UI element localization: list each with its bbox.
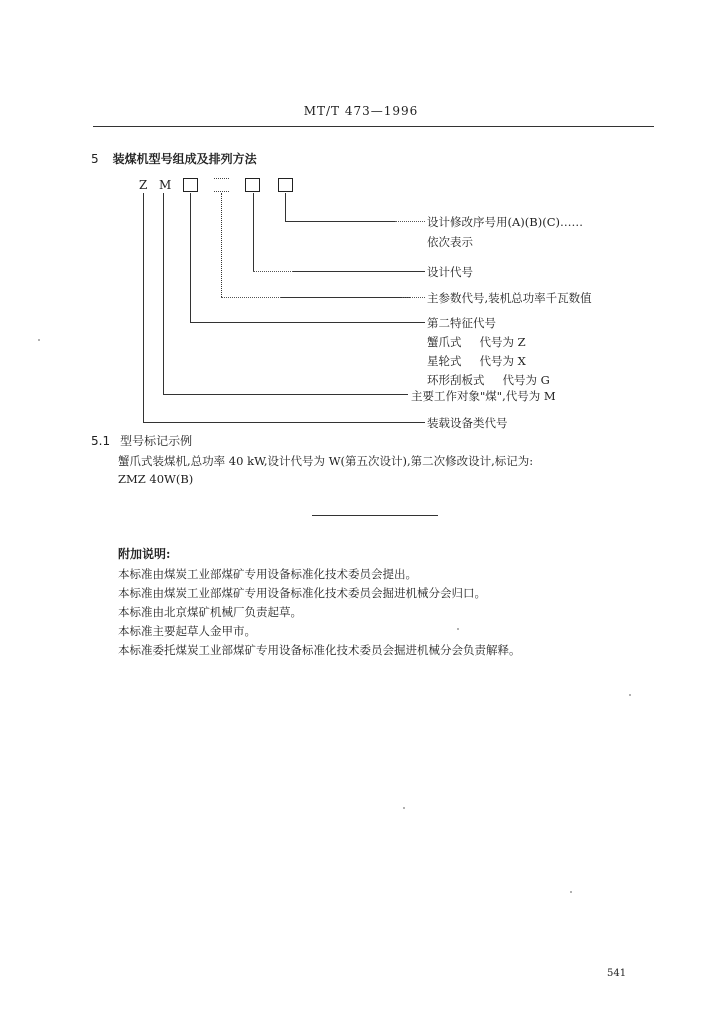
connector-category-v	[143, 193, 144, 422]
label-crab	[427, 334, 526, 350]
note-line-1: 本标准由煤炭工业部煤矿专用设备标准化技术委员会提出。	[118, 567, 417, 581]
note-line-3: 本标准由北京煤矿机械厂负责起草。	[118, 605, 302, 619]
section-5-1-text: 型号标记示例	[120, 434, 193, 448]
code-box-second-feature	[183, 178, 198, 192]
connector-feature-v	[190, 193, 191, 322]
label-design: 设计代号	[427, 265, 473, 279]
connector-design-v	[253, 193, 254, 271]
connector-param-h-dot	[221, 297, 281, 298]
page-number: 541	[607, 968, 627, 979]
page-header: MT/T 473—1996	[303, 104, 419, 118]
connector-object-h	[163, 394, 408, 395]
connector-param-h-dot2	[402, 297, 425, 298]
label-param: 主参数代号,装机总功率千瓦数值	[427, 291, 592, 305]
section-5-1-number: 5.1	[91, 434, 111, 448]
scan-speck	[570, 891, 572, 893]
connector-param-v	[221, 193, 222, 297]
example-code: ZMZ 40W(B)	[118, 472, 194, 486]
label-star-name: 星轮式	[427, 354, 462, 368]
connector-revision-h-dot	[395, 221, 425, 222]
section-5-title	[91, 150, 257, 167]
label-ring	[427, 372, 550, 388]
scan-speck	[403, 807, 405, 809]
connector-param-h	[281, 297, 411, 298]
label-crab-name: 蟹爪式	[427, 335, 462, 349]
end-rule	[312, 515, 438, 516]
connector-design-h	[293, 271, 425, 272]
scan-speck	[38, 339, 40, 341]
label-star-code: 代号为 X	[479, 354, 526, 368]
label-category: 装载设备类代号	[427, 416, 508, 430]
label-second-feature: 第二特征代号	[427, 316, 496, 330]
note-line-4: 本标准主要起草人金甲市。	[118, 624, 256, 638]
label-ring-code: 代号为 G	[502, 373, 550, 387]
example-text: 蟹爪式装煤机,总功率 40 kW,设计代号为 W(第五次设计),第二次修改设计,标记为:	[118, 454, 534, 468]
code-letter-z: Z	[139, 178, 148, 192]
label-crab-code: 代号为 Z	[479, 335, 526, 349]
scan-speck	[457, 628, 459, 630]
label-star	[427, 353, 526, 369]
connector-object-v	[163, 193, 164, 394]
label-revision-cont: 依次表示	[427, 235, 473, 249]
section-5-1-title	[91, 432, 192, 449]
label-revision: 设计修改序号用(A)(B)(C)……	[427, 215, 583, 229]
code-box-param	[214, 178, 229, 192]
section-5-number: 5	[91, 152, 99, 166]
note-line-2: 本标准由煤炭工业部煤矿专用设备标准化技术委员会掘进机械分会归口。	[118, 586, 486, 600]
connector-design-h-dot	[253, 271, 293, 272]
code-box-design	[245, 178, 260, 192]
code-letter-m: M	[159, 178, 172, 192]
notes-title: 附加说明:	[118, 547, 171, 561]
connector-revision-h	[285, 221, 395, 222]
connector-revision-v	[285, 193, 286, 221]
connector-category-h	[143, 422, 425, 423]
label-ring-name: 环形刮板式	[427, 373, 485, 387]
scan-speck	[629, 694, 631, 696]
note-line-5: 本标准委托煤炭工业部煤矿专用设备标准化技术委员会掘进机械分会负责解释。	[118, 643, 521, 657]
label-object: 主要工作对象"煤",代号为 M	[411, 389, 556, 403]
code-box-revision	[278, 178, 293, 192]
section-5-text: 装煤机型号组成及排列方法	[112, 152, 257, 166]
header-rule	[93, 126, 654, 127]
connector-feature-h	[190, 322, 425, 323]
